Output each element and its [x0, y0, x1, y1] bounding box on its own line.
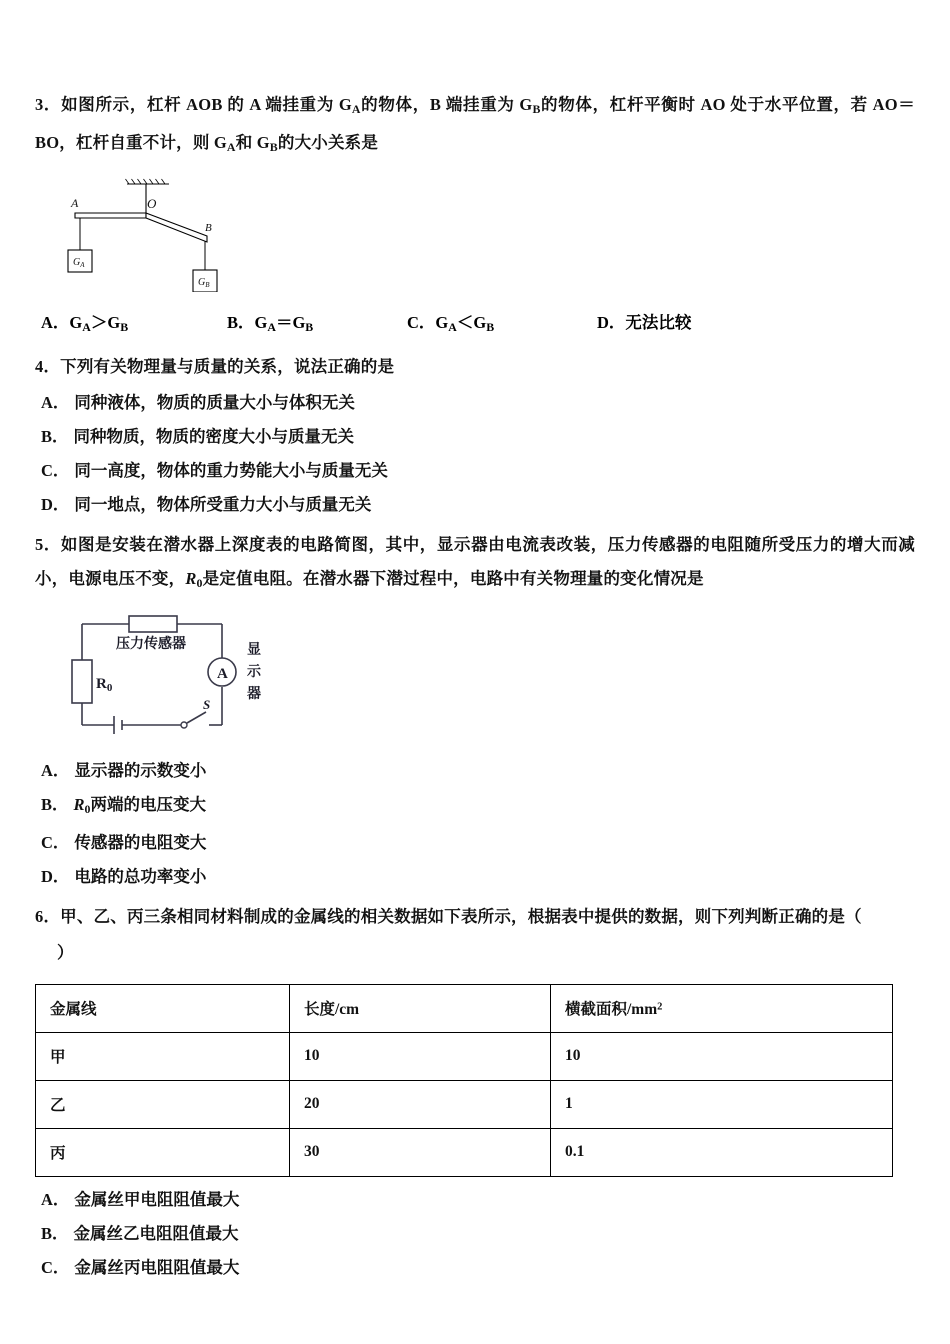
- lever-weight-b-label: $G_B$: [198, 276, 210, 289]
- q5-option-a-label: A．: [41, 760, 70, 780]
- display-label-char-2: 示: [247, 662, 261, 679]
- table-header-area-text: 横截面积/mm: [565, 1001, 658, 1019]
- q3-stem-part3: 的物体，杠杆平衡时 AO 处于水平位置，若 AO＝: [540, 95, 915, 114]
- q5-stem-sub0: 0: [196, 575, 203, 590]
- sensor-label: 压力传感器: [116, 634, 186, 651]
- display-label-char-1: 显: [247, 640, 261, 657]
- table-header-row: [36, 984, 893, 1032]
- question-6-option-b[interactable]: [41, 1217, 915, 1251]
- display-label-char-3: 器: [247, 684, 261, 701]
- q3-option-b-post: G: [292, 312, 306, 332]
- q3-stem-sub4: B: [269, 139, 278, 154]
- q3-option-a-sub2: B: [120, 319, 129, 334]
- q3-option-b-op: ＝: [275, 312, 293, 332]
- q5-stem-italic-r: R: [185, 568, 197, 588]
- question-4-option-d[interactable]: [41, 488, 915, 522]
- q3-stem-part4: BO，杠杆自重不计，则 G: [35, 132, 227, 152]
- q3-option-c-post: G: [473, 312, 487, 332]
- q4-option-a-label: A．: [41, 392, 70, 412]
- table-row: [36, 1032, 893, 1080]
- lever-diagram: [57, 174, 257, 292]
- q3-stem-part6: 的大小关系是: [277, 132, 379, 152]
- table-header-area: [551, 984, 893, 1032]
- q3-option-c[interactable]: [407, 308, 597, 342]
- q6-option-a-text: 金属丝甲电阻阻值最大: [74, 1189, 240, 1209]
- question-3-options: [41, 308, 915, 342]
- q3-option-b-sub2: B: [305, 319, 314, 334]
- q3-option-a-post: G: [107, 312, 121, 332]
- table-row: [36, 1080, 893, 1128]
- q5-option-b-sub: 0: [84, 801, 91, 816]
- question-3-stem: [35, 88, 915, 164]
- q5-option-b-italic-r: R: [73, 794, 85, 814]
- metal-wire-table: [35, 984, 893, 1177]
- q5-option-d-label: D．: [41, 866, 70, 886]
- q3-option-c-label: C．: [407, 312, 436, 332]
- question-6-stem-line2: ）: [57, 942, 74, 962]
- question-4-option-a[interactable]: [41, 386, 915, 420]
- table-cell-wire-1: 甲: [36, 1032, 290, 1080]
- question-6-stem-line1: 6．甲、乙、丙三条相同材料制成的金属线的相关数据如下表所示，根据表中提供的数据，则下列判断正确的是（: [35, 906, 862, 926]
- q3-stem-part5: 和 G: [235, 132, 270, 152]
- q3-option-c-pre: G: [435, 312, 449, 332]
- table-cell-length-1: 10: [290, 1032, 551, 1080]
- table-header-wire: 金属线: [36, 984, 290, 1032]
- table-cell-length-2: 20: [290, 1080, 551, 1128]
- question-5-option-d[interactable]: [41, 860, 915, 894]
- q5-option-c-text: 传感器的电阻变大: [74, 832, 207, 852]
- q3-option-a-label: A．: [41, 312, 70, 332]
- q3-option-b[interactable]: [227, 308, 407, 342]
- q3-option-d[interactable]: [597, 308, 691, 338]
- switch-label: S: [203, 696, 211, 712]
- q3-option-b-label: B．: [227, 312, 255, 332]
- table-cell-wire-3: 丙: [36, 1128, 290, 1176]
- q6-option-b-label: B．: [41, 1223, 69, 1243]
- q3-stem-part1: 3．如图所示，杠杆 AOB 的 A 端挂重为 G: [35, 95, 352, 114]
- lever-diagram-svg: [57, 174, 257, 292]
- table-cell-length-3: 30: [290, 1128, 551, 1176]
- table-cell-area-1: 10: [551, 1032, 893, 1080]
- q6-option-a-label: A．: [41, 1189, 70, 1209]
- q5-stem-part1: 5．如图是安装在潜水器上深度表的电路简图，其中，显示器由电流表改装，压力传感器的电阻随所受压力的增大而: [35, 534, 899, 554]
- q5-option-a-text: 显示器的示数变小: [74, 760, 207, 780]
- lever-label-o: O: [147, 195, 157, 211]
- page-content: [35, 88, 915, 1285]
- q3-option-d-label: D．: [597, 312, 626, 332]
- circuit-diagram: [57, 612, 287, 740]
- q6-option-c-text: 金属丝丙电阻阻值最大: [74, 1257, 240, 1277]
- lever-label-b: B: [205, 221, 212, 234]
- q3-option-c-sub1: A: [448, 319, 457, 334]
- q5-option-d-text: 电路的总功率变小: [74, 866, 207, 886]
- lever-weight-a-label: $G_A$: [73, 256, 85, 269]
- q5-stem-part2: 减小，电源电压不变，: [35, 534, 915, 588]
- resistor-label: $R_0$: [96, 675, 113, 694]
- table-cell-area-2: 1: [551, 1080, 893, 1128]
- q6-option-b-text: 金属丝乙电阻阻值最大: [73, 1223, 239, 1243]
- q5-option-b-label: B．: [41, 794, 69, 814]
- table-header-length: 长度/cm: [290, 984, 551, 1032]
- q4-option-c-text: 同一高度，物体的重力势能大小与质量无关: [74, 460, 388, 480]
- q3-option-d-text: 无法比较: [625, 312, 692, 332]
- q3-stem-sub1: A: [351, 101, 361, 116]
- table-header-area-sup: 2: [657, 1001, 663, 1013]
- q3-option-a-pre: G: [69, 312, 83, 332]
- q3-option-b-pre: G: [254, 312, 268, 332]
- q5-option-b-text: 两端的电压变大: [90, 794, 206, 814]
- q3-option-a-sub1: A: [82, 319, 91, 334]
- q3-option-c-sub2: B: [486, 319, 495, 334]
- q4-option-b-label: B．: [41, 426, 69, 446]
- q6-option-c-label: C．: [41, 1257, 70, 1277]
- question-5-option-b[interactable]: [41, 788, 915, 826]
- question-6-option-c[interactable]: [41, 1251, 915, 1285]
- question-4-stem: 4．下列有关物理量与质量的关系，说法正确的是: [35, 356, 395, 376]
- q4-option-a-text: 同种液体，物质的质量大小与体积无关: [74, 392, 355, 412]
- q3-option-b-sub1: A: [267, 319, 276, 334]
- q5-option-c-label: C．: [41, 832, 70, 852]
- table-row: [36, 1128, 893, 1176]
- q4-option-d-text: 同一地点，物体所受重力大小与质量无关: [74, 494, 372, 514]
- q4-option-d-label: D．: [41, 494, 70, 514]
- q3-option-a-op: ＞: [90, 312, 108, 332]
- question-4-option-b[interactable]: [41, 420, 915, 454]
- question-4-option-c[interactable]: [41, 454, 915, 488]
- circuit-diagram-svg: [57, 612, 287, 740]
- q3-stem-sub2: B: [532, 101, 541, 116]
- q4-option-c-label: C．: [41, 460, 70, 480]
- ammeter-label: A: [217, 665, 228, 682]
- table-cell-wire-2: 乙: [36, 1080, 290, 1128]
- q3-stem-sub3: A: [226, 139, 236, 154]
- question-5-option-a[interactable]: [41, 754, 915, 788]
- q3-option-c-op: ＜: [456, 312, 474, 332]
- table-cell-area-3: 0.1: [551, 1128, 893, 1176]
- q3-option-a[interactable]: [41, 308, 227, 342]
- q3-stem-part2: 的物体，B 端挂重为 G: [360, 95, 533, 114]
- question-6-option-a[interactable]: [41, 1183, 915, 1217]
- question-5-stem: [35, 528, 915, 600]
- lever-label-a: A: [71, 195, 79, 210]
- q4-option-b-text: 同种物质，物质的密度大小与质量无关: [73, 426, 355, 446]
- question-5-option-c[interactable]: [41, 826, 915, 860]
- q5-stem-part3: 是定值电阻。在潜水器下潜过程中，电路中有关物理量的变化情况是: [202, 568, 704, 588]
